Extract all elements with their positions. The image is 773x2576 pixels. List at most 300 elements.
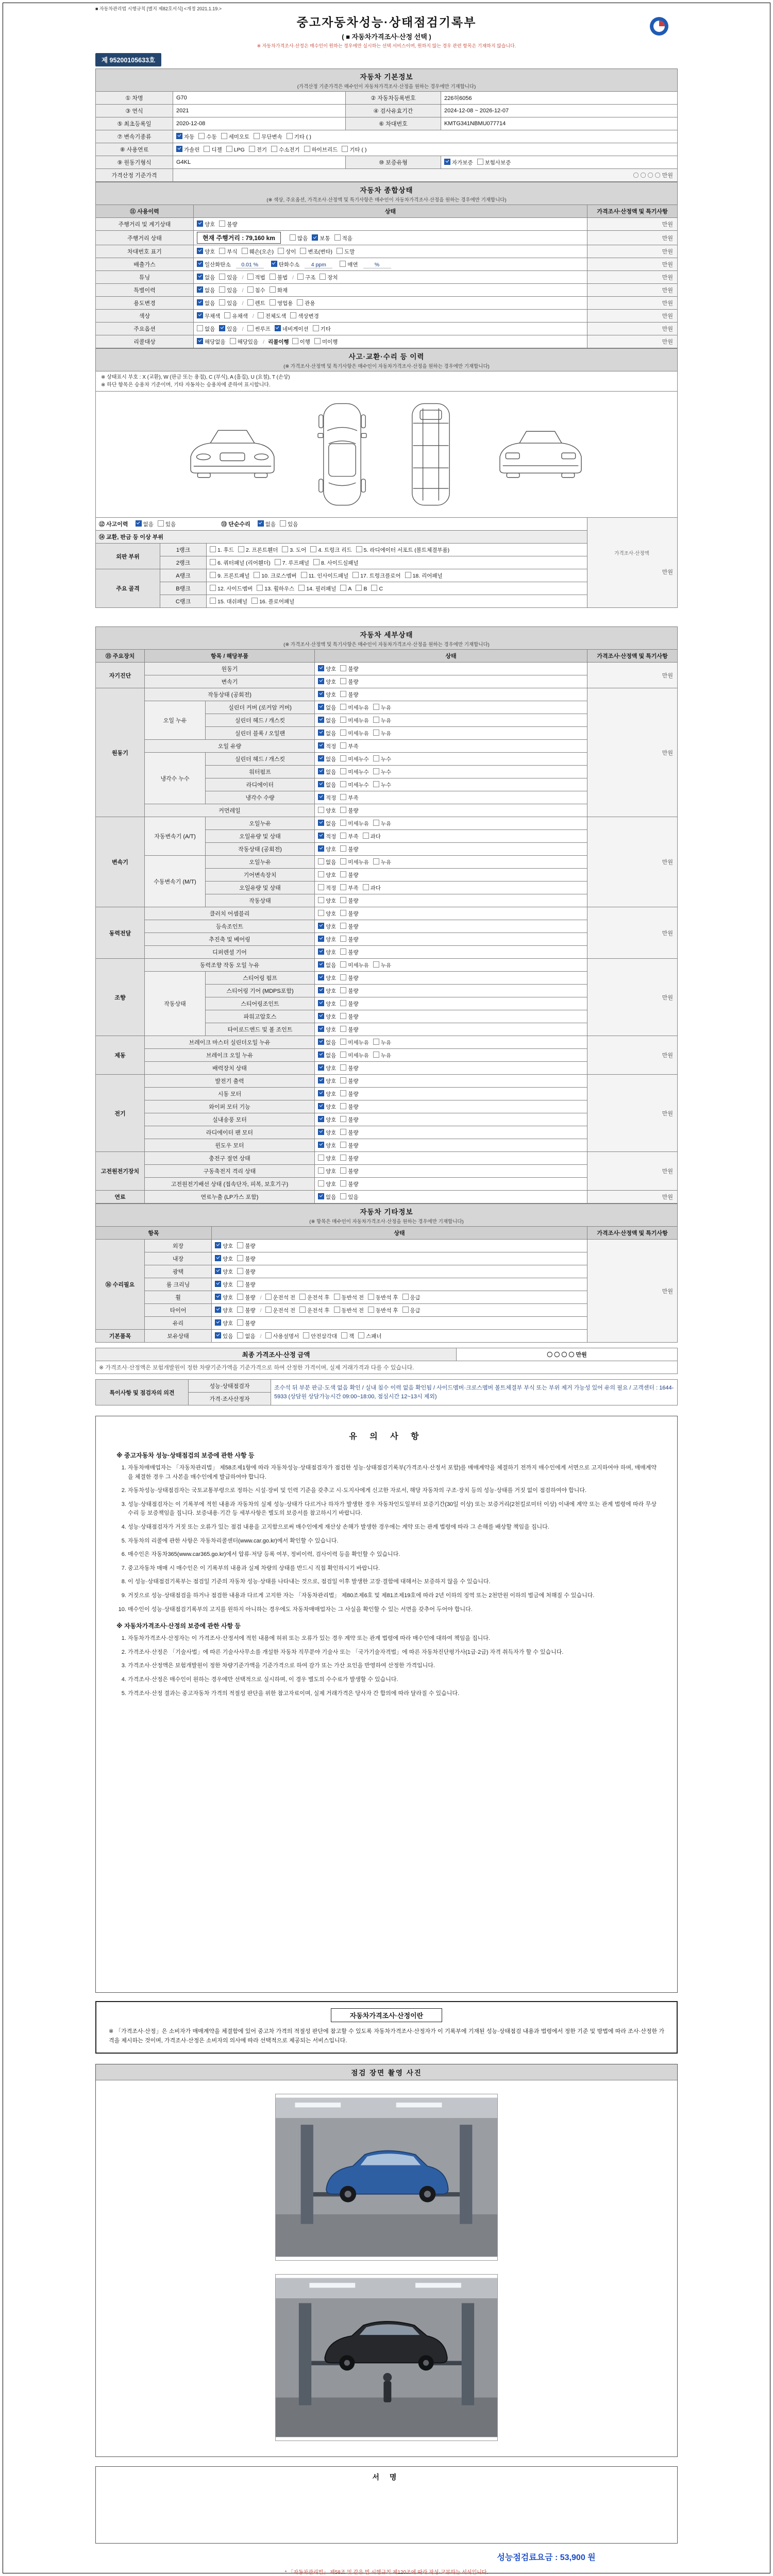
checkbox-option[interactable] xyxy=(318,1039,336,1046)
checkbox-icon[interactable] xyxy=(197,221,203,227)
checkbox-option[interactable] xyxy=(197,338,226,346)
checkbox-option[interactable] xyxy=(219,286,237,294)
checkbox-option[interactable] xyxy=(340,1142,358,1149)
checkbox-icon[interactable] xyxy=(334,234,341,241)
checkbox-option[interactable] xyxy=(247,325,271,333)
checkbox-option[interactable] xyxy=(340,768,369,776)
checkbox-option[interactable] xyxy=(373,1052,391,1059)
checkbox-option[interactable] xyxy=(292,338,310,346)
checkbox-option[interactable] xyxy=(197,248,215,256)
checkbox-icon[interactable] xyxy=(265,1294,272,1300)
checkbox-icon[interactable] xyxy=(290,312,296,318)
checkbox-icon[interactable] xyxy=(318,1052,324,1058)
checkbox-option[interactable] xyxy=(373,730,391,737)
checkbox-option[interactable] xyxy=(318,948,336,956)
checkbox-icon[interactable] xyxy=(341,1332,347,1338)
checkbox-icon[interactable] xyxy=(198,133,205,139)
checkbox-icon[interactable] xyxy=(237,1294,243,1300)
checkbox-option[interactable] xyxy=(444,159,473,166)
checkbox-option[interactable] xyxy=(318,858,336,866)
checkbox-option[interactable] xyxy=(318,845,336,853)
checkbox-icon[interactable] xyxy=(318,1026,324,1032)
checkbox-option[interactable] xyxy=(176,133,194,141)
checkbox-option[interactable] xyxy=(275,325,309,333)
checkbox-option[interactable] xyxy=(340,1013,358,1021)
checkbox-option[interactable] xyxy=(340,704,369,711)
checkbox-icon[interactable] xyxy=(340,1052,346,1058)
checkbox-option[interactable] xyxy=(301,572,349,580)
checkbox-option[interactable] xyxy=(340,1052,369,1059)
checkbox-icon[interactable] xyxy=(340,858,346,865)
checkbox-icon[interactable] xyxy=(340,755,346,761)
checkbox-icon[interactable] xyxy=(340,717,346,723)
checkbox-icon[interactable] xyxy=(299,1294,306,1300)
checkbox-option[interactable] xyxy=(318,1052,336,1059)
checkbox-option[interactable] xyxy=(318,717,336,724)
checkbox-icon[interactable] xyxy=(237,1319,243,1326)
checkbox-option[interactable] xyxy=(303,1332,337,1340)
checkbox-icon[interactable] xyxy=(402,1307,409,1313)
checkbox-option[interactable] xyxy=(254,572,296,580)
checkbox-icon[interactable] xyxy=(340,704,346,710)
checkbox-icon[interactable] xyxy=(318,1090,324,1096)
checkbox-icon[interactable] xyxy=(340,948,346,955)
checkbox-option[interactable] xyxy=(242,248,274,256)
checkbox-option[interactable] xyxy=(251,598,294,605)
checkbox-option[interactable] xyxy=(358,1332,381,1340)
checkbox-option[interactable] xyxy=(318,742,336,750)
checkbox-option[interactable] xyxy=(197,274,215,281)
checkbox-icon[interactable] xyxy=(340,794,346,800)
checkbox-icon[interactable] xyxy=(340,1167,346,1174)
checkbox-icon[interactable] xyxy=(318,833,324,839)
checkbox-icon[interactable] xyxy=(258,520,264,527)
checkbox-icon[interactable] xyxy=(444,159,450,165)
checkbox-icon[interactable] xyxy=(340,987,346,993)
checkbox-option[interactable] xyxy=(318,1090,336,1098)
checkbox-icon[interactable] xyxy=(373,820,379,826)
checkbox-icon[interactable] xyxy=(373,717,379,723)
checkbox-icon[interactable] xyxy=(318,1116,324,1122)
checkbox-icon[interactable] xyxy=(405,572,411,578)
checkbox-option[interactable] xyxy=(290,312,319,320)
checkbox-icon[interactable] xyxy=(215,1255,221,1261)
checkbox-icon[interactable] xyxy=(219,286,225,293)
checkbox-icon[interactable] xyxy=(340,1090,346,1096)
checkbox-option[interactable] xyxy=(318,781,336,789)
checkbox-icon[interactable] xyxy=(270,299,276,306)
checkbox-icon[interactable] xyxy=(215,1268,221,1274)
checkbox-option[interactable] xyxy=(340,897,358,905)
checkbox-icon[interactable] xyxy=(300,248,306,254)
checkbox-icon[interactable] xyxy=(318,936,324,942)
checkbox-icon[interactable] xyxy=(204,146,210,152)
checkbox-icon[interactable] xyxy=(373,730,379,736)
checkbox-icon[interactable] xyxy=(215,1332,221,1338)
checkbox-icon[interactable] xyxy=(176,146,182,152)
checkbox-option[interactable] xyxy=(312,234,330,242)
checkbox-icon[interactable] xyxy=(318,820,324,826)
checkbox-icon[interactable] xyxy=(318,1077,324,1083)
checkbox-icon[interactable] xyxy=(210,559,216,565)
checkbox-icon[interactable] xyxy=(334,1307,340,1313)
checkbox-option[interactable] xyxy=(318,1116,336,1124)
checkbox-option[interactable] xyxy=(221,133,250,141)
checkbox-option[interactable] xyxy=(340,730,369,737)
checkbox-option[interactable] xyxy=(318,910,336,918)
checkbox-icon[interactable] xyxy=(318,691,324,697)
checkbox-option[interactable] xyxy=(340,1129,358,1137)
checkbox-icon[interactable] xyxy=(340,820,346,826)
checkbox-icon[interactable] xyxy=(247,299,254,306)
checkbox-option[interactable] xyxy=(237,1332,255,1340)
checkbox-option[interactable] xyxy=(224,312,247,320)
checkbox-option[interactable] xyxy=(258,312,287,320)
checkbox-icon[interactable] xyxy=(318,717,324,723)
checkbox-option[interactable] xyxy=(340,742,358,750)
checkbox-option[interactable] xyxy=(247,286,265,294)
checkbox-option[interactable] xyxy=(219,221,237,228)
checkbox-option[interactable] xyxy=(297,274,315,281)
checkbox-option[interactable] xyxy=(402,1294,421,1301)
checkbox-icon[interactable] xyxy=(318,871,324,877)
checkbox-option[interactable] xyxy=(318,897,336,905)
checkbox-icon[interactable] xyxy=(282,546,288,552)
checkbox-icon[interactable] xyxy=(340,261,346,267)
checkbox-icon[interactable] xyxy=(340,1039,346,1045)
checkbox-option[interactable] xyxy=(368,1307,398,1314)
checkbox-option[interactable] xyxy=(215,1307,233,1314)
checkbox-option[interactable] xyxy=(318,1000,336,1008)
checkbox-option[interactable] xyxy=(210,572,249,580)
checkbox-icon[interactable] xyxy=(197,325,203,331)
checkbox-icon[interactable] xyxy=(340,1180,346,1187)
checkbox-icon[interactable] xyxy=(197,312,203,318)
checkbox-option[interactable] xyxy=(318,871,336,879)
checkbox-option[interactable] xyxy=(373,768,391,776)
checkbox-option[interactable] xyxy=(313,325,331,333)
checkbox-icon[interactable] xyxy=(219,299,225,306)
checkbox-option[interactable] xyxy=(318,665,336,673)
checkbox-icon[interactable] xyxy=(247,325,254,331)
checkbox-option[interactable] xyxy=(318,936,336,943)
checkbox-icon[interactable] xyxy=(340,807,346,813)
checkbox-option[interactable] xyxy=(477,159,511,166)
checkbox-option[interactable] xyxy=(318,1142,336,1149)
checkbox-icon[interactable] xyxy=(318,730,324,736)
checkbox-icon[interactable] xyxy=(356,546,362,552)
checkbox-icon[interactable] xyxy=(340,910,346,916)
checkbox-option[interactable] xyxy=(238,546,278,554)
checkbox-option[interactable] xyxy=(297,299,315,307)
checkbox-icon[interactable] xyxy=(373,1039,379,1045)
checkbox-option[interactable] xyxy=(373,704,391,711)
checkbox-option[interactable] xyxy=(270,299,293,307)
checkbox-option[interactable] xyxy=(340,871,358,879)
checkbox-icon[interactable] xyxy=(258,312,264,318)
checkbox-option[interactable] xyxy=(313,559,359,567)
checkbox-icon[interactable] xyxy=(278,248,284,254)
checkbox-icon[interactable] xyxy=(210,598,216,604)
checkbox-icon[interactable] xyxy=(210,572,216,578)
checkbox-option[interactable] xyxy=(219,299,237,307)
checkbox-icon[interactable] xyxy=(318,961,324,968)
checkbox-option[interactable] xyxy=(299,1307,330,1314)
checkbox-icon[interactable] xyxy=(265,1332,272,1338)
checkbox-option[interactable] xyxy=(340,845,358,853)
checkbox-option[interactable] xyxy=(219,325,237,333)
checkbox-option[interactable] xyxy=(340,910,358,918)
checkbox-option[interactable] xyxy=(340,261,358,268)
checkbox-option[interactable] xyxy=(340,1103,358,1111)
checkbox-option[interactable] xyxy=(300,248,332,256)
checkbox-icon[interactable] xyxy=(340,1000,346,1006)
checkbox-icon[interactable] xyxy=(373,858,379,865)
checkbox-icon[interactable] xyxy=(340,974,346,980)
checkbox-option[interactable] xyxy=(247,299,265,307)
checkbox-option[interactable] xyxy=(210,546,234,554)
checkbox-icon[interactable] xyxy=(251,598,258,604)
signature-section[interactable] xyxy=(95,2466,678,2544)
checkbox-icon[interactable] xyxy=(358,1332,364,1338)
checkbox-icon[interactable] xyxy=(373,704,379,710)
checkbox-icon[interactable] xyxy=(340,1103,346,1109)
checkbox-icon[interactable] xyxy=(318,1180,324,1187)
checkbox-icon[interactable] xyxy=(318,768,324,774)
checkbox-option[interactable] xyxy=(340,807,358,815)
checkbox-option[interactable] xyxy=(254,133,282,141)
checkbox-icon[interactable] xyxy=(226,146,232,152)
checkbox-option[interactable] xyxy=(373,820,391,827)
checkbox-option[interactable] xyxy=(215,1319,233,1327)
checkbox-icon[interactable] xyxy=(237,1307,243,1313)
checkbox-icon[interactable] xyxy=(318,1103,324,1109)
checkbox-icon[interactable] xyxy=(318,1013,324,1019)
checkbox-icon[interactable] xyxy=(265,1307,272,1313)
checkbox-option[interactable] xyxy=(197,261,231,268)
checkbox-option[interactable] xyxy=(290,234,308,242)
checkbox-option[interactable] xyxy=(318,1026,336,1033)
checkbox-option[interactable] xyxy=(340,1000,358,1008)
checkbox-option[interactable] xyxy=(318,1155,336,1162)
checkbox-option[interactable] xyxy=(334,234,352,242)
checkbox-option[interactable] xyxy=(215,1242,233,1250)
checkbox-option[interactable] xyxy=(215,1332,233,1340)
checkbox-option[interactable] xyxy=(318,884,336,892)
checkbox-icon[interactable] xyxy=(298,585,305,591)
checkbox-icon[interactable] xyxy=(340,961,346,968)
checkbox-option[interactable] xyxy=(270,286,288,294)
checkbox-option[interactable] xyxy=(237,1281,255,1289)
checkbox-option[interactable] xyxy=(337,248,355,256)
checkbox-option[interactable] xyxy=(318,794,336,802)
checkbox-option[interactable] xyxy=(298,585,336,592)
checkbox-option[interactable] xyxy=(215,1255,233,1263)
checkbox-option[interactable] xyxy=(318,1103,336,1111)
checkbox-option[interactable] xyxy=(265,1307,296,1314)
checkbox-icon[interactable] xyxy=(237,1281,243,1287)
checkbox-icon[interactable] xyxy=(237,1242,243,1248)
checkbox-icon[interactable] xyxy=(318,1155,324,1161)
checkbox-icon[interactable] xyxy=(254,133,260,139)
checkbox-option[interactable] xyxy=(373,961,391,969)
checkbox-icon[interactable] xyxy=(254,572,260,578)
checkbox-icon[interactable] xyxy=(340,691,346,697)
checkbox-option[interactable] xyxy=(318,1180,336,1188)
checkbox-option[interactable] xyxy=(340,974,358,982)
checkbox-option[interactable] xyxy=(265,1332,299,1340)
checkbox-icon[interactable] xyxy=(237,1268,243,1274)
checkbox-option[interactable] xyxy=(340,755,369,763)
checkbox-option[interactable] xyxy=(318,1129,336,1137)
checkbox-option[interactable] xyxy=(342,146,366,154)
checkbox-option[interactable] xyxy=(320,274,338,281)
checkbox-option[interactable] xyxy=(314,338,338,346)
checkbox-icon[interactable] xyxy=(313,559,320,565)
checkbox-option[interactable] xyxy=(299,1294,330,1301)
checkbox-icon[interactable] xyxy=(320,274,326,280)
checkbox-icon[interactable] xyxy=(340,923,346,929)
checkbox-option[interactable] xyxy=(402,1307,421,1314)
checkbox-icon[interactable] xyxy=(363,884,369,890)
checkbox-option[interactable] xyxy=(258,520,276,528)
checkbox-icon[interactable] xyxy=(318,974,324,980)
checkbox-option[interactable] xyxy=(352,572,400,580)
checkbox-option[interactable] xyxy=(226,146,245,153)
checkbox-icon[interactable] xyxy=(210,546,216,552)
checkbox-icon[interactable] xyxy=(318,884,324,890)
checkbox-option[interactable] xyxy=(340,781,369,789)
checkbox-icon[interactable] xyxy=(238,546,244,552)
checkbox-option[interactable] xyxy=(318,987,336,995)
checkbox-icon[interactable] xyxy=(314,338,321,344)
checkbox-icon[interactable] xyxy=(197,248,203,254)
checkbox-icon[interactable] xyxy=(224,312,230,318)
checkbox-icon[interactable] xyxy=(318,781,324,787)
checkbox-option[interactable] xyxy=(219,248,237,256)
checkbox-icon[interactable] xyxy=(340,1129,346,1135)
checkbox-icon[interactable] xyxy=(287,133,293,139)
checkbox-option[interactable] xyxy=(340,1090,358,1098)
checkbox-option[interactable] xyxy=(318,1167,336,1175)
checkbox-icon[interactable] xyxy=(352,572,359,578)
checkbox-option[interactable] xyxy=(158,520,176,528)
checkbox-icon[interactable] xyxy=(318,704,324,710)
checkbox-option[interactable] xyxy=(275,559,309,567)
checkbox-option[interactable] xyxy=(198,133,216,141)
checkbox-option[interactable] xyxy=(340,923,358,930)
checkbox-option[interactable] xyxy=(405,572,443,580)
checkbox-option[interactable] xyxy=(210,559,271,567)
checkbox-option[interactable] xyxy=(310,546,351,554)
checkbox-option[interactable] xyxy=(373,755,391,763)
checkbox-icon[interactable] xyxy=(318,678,324,684)
checkbox-option[interactable] xyxy=(340,665,358,673)
checkbox-icon[interactable] xyxy=(373,1052,379,1058)
checkbox-option[interactable] xyxy=(249,146,267,154)
checkbox-icon[interactable] xyxy=(356,585,362,591)
checkbox-icon[interactable] xyxy=(301,572,307,578)
checkbox-icon[interactable] xyxy=(318,755,324,761)
checkbox-option[interactable] xyxy=(271,261,300,268)
checkbox-icon[interactable] xyxy=(373,781,379,787)
checkbox-icon[interactable] xyxy=(219,325,225,331)
checkbox-option[interactable] xyxy=(318,923,336,930)
checkbox-option[interactable] xyxy=(287,133,311,141)
checkbox-icon[interactable] xyxy=(271,261,277,267)
checkbox-icon[interactable] xyxy=(318,742,324,749)
checkbox-option[interactable] xyxy=(247,274,265,281)
checkbox-icon[interactable] xyxy=(340,768,346,774)
checkbox-option[interactable] xyxy=(340,820,369,827)
checkbox-option[interactable] xyxy=(340,585,351,592)
checkbox-option[interactable] xyxy=(340,987,358,995)
checkbox-icon[interactable] xyxy=(340,833,346,839)
checkbox-option[interactable] xyxy=(318,704,336,711)
checkbox-icon[interactable] xyxy=(136,520,142,527)
checkbox-option[interactable] xyxy=(197,312,220,320)
checkbox-option[interactable] xyxy=(340,1167,358,1175)
checkbox-icon[interactable] xyxy=(318,1193,324,1199)
checkbox-icon[interactable] xyxy=(304,146,310,152)
checkbox-option[interactable] xyxy=(215,1268,233,1276)
checkbox-option[interactable] xyxy=(318,755,336,763)
checkbox-icon[interactable] xyxy=(373,755,379,761)
checkbox-icon[interactable] xyxy=(340,884,346,890)
checkbox-option[interactable] xyxy=(280,520,298,528)
checkbox-option[interactable] xyxy=(237,1268,255,1276)
checkbox-option[interactable] xyxy=(304,146,338,154)
checkbox-option[interactable] xyxy=(318,678,336,686)
checkbox-icon[interactable] xyxy=(368,1307,374,1313)
checkbox-icon[interactable] xyxy=(318,858,324,865)
checkbox-option[interactable] xyxy=(270,274,288,281)
checkbox-icon[interactable] xyxy=(215,1281,221,1287)
checkbox-icon[interactable] xyxy=(312,234,318,241)
checkbox-icon[interactable] xyxy=(237,1332,243,1338)
checkbox-option[interactable] xyxy=(340,794,358,802)
checkbox-icon[interactable] xyxy=(249,146,255,152)
checkbox-icon[interactable] xyxy=(280,520,286,527)
checkbox-option[interactable] xyxy=(197,286,215,294)
checkbox-icon[interactable] xyxy=(303,1332,309,1338)
checkbox-icon[interactable] xyxy=(176,133,182,139)
checkbox-icon[interactable] xyxy=(334,1294,340,1300)
checkbox-option[interactable] xyxy=(340,691,358,699)
checkbox-option[interactable] xyxy=(237,1319,255,1327)
checkbox-icon[interactable] xyxy=(318,807,324,813)
checkbox-option[interactable] xyxy=(340,961,369,969)
checkbox-option[interactable] xyxy=(334,1307,364,1314)
checkbox-icon[interactable] xyxy=(340,781,346,787)
checkbox-icon[interactable] xyxy=(215,1294,221,1300)
checkbox-icon[interactable] xyxy=(247,274,254,280)
checkbox-icon[interactable] xyxy=(318,1064,324,1071)
checkbox-icon[interactable] xyxy=(337,248,343,254)
checkbox-icon[interactable] xyxy=(363,833,369,839)
checkbox-icon[interactable] xyxy=(340,1155,346,1161)
checkbox-icon[interactable] xyxy=(371,585,377,591)
checkbox-option[interactable] xyxy=(210,598,247,605)
checkbox-option[interactable] xyxy=(340,1026,358,1033)
checkbox-option[interactable] xyxy=(230,338,259,346)
checkbox-option[interactable] xyxy=(356,585,367,592)
checkbox-icon[interactable] xyxy=(340,1064,346,1071)
checkbox-icon[interactable] xyxy=(340,936,346,942)
checkbox-icon[interactable] xyxy=(318,1129,324,1135)
checkbox-option[interactable] xyxy=(318,961,336,969)
checkbox-option[interactable] xyxy=(340,858,369,866)
